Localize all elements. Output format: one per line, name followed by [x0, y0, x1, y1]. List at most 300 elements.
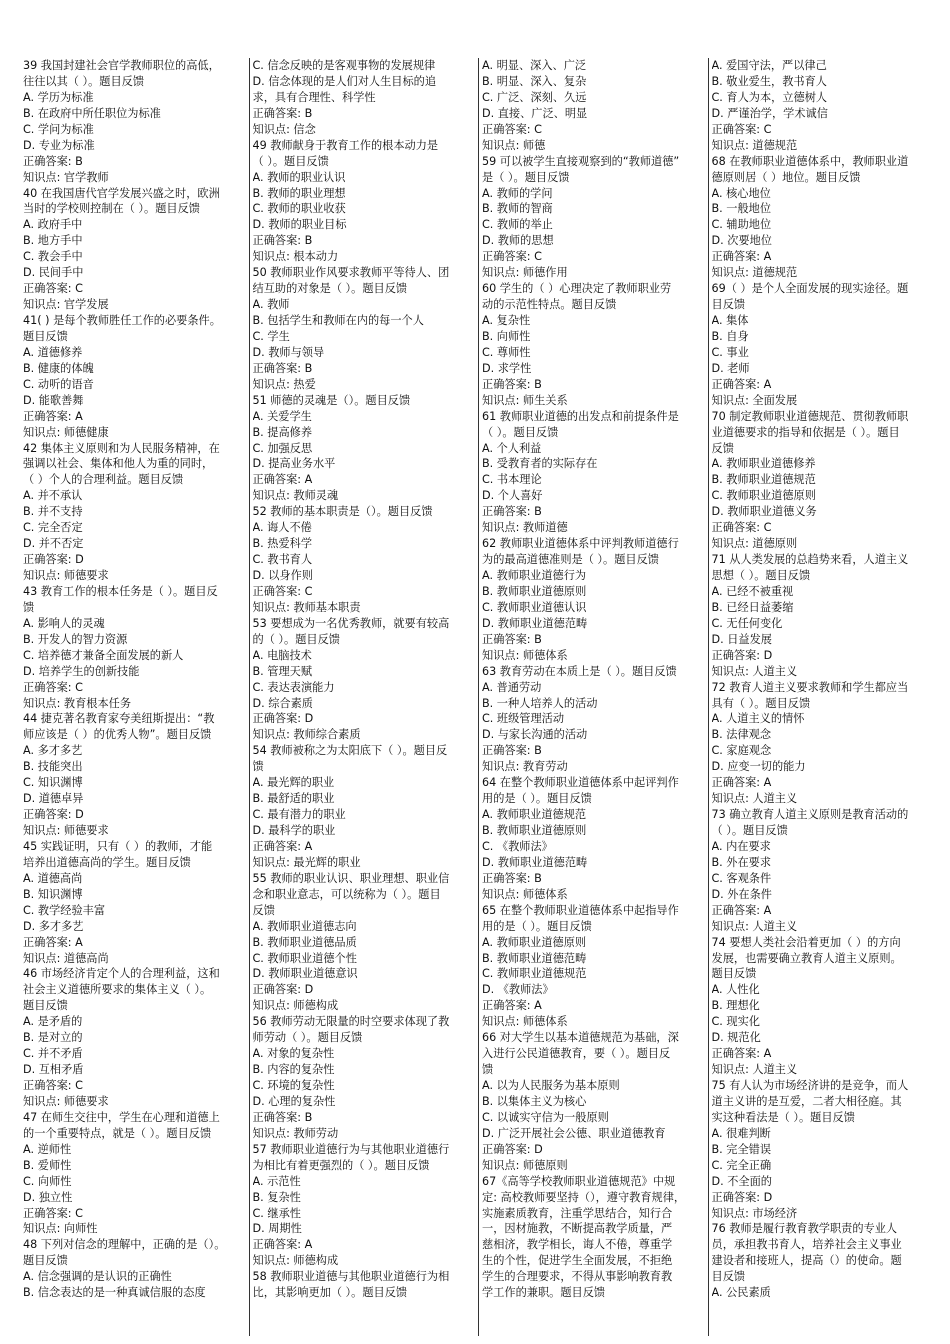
text-line: C. 完全否定: [23, 521, 83, 535]
text-line: 正确答案: A: [711, 776, 772, 790]
text-line: 知识点: 道德原则: [711, 537, 798, 551]
text-line: A. 电脑技术: [252, 648, 312, 662]
text-line: 学工作的兼职。题目反馈: [482, 1286, 606, 1300]
text-line: 56 教师劳动无限量的时空要求体现了教: [252, 1015, 450, 1029]
column-4: [709, 58, 939, 1336]
text-line: 知识点: 官学教师: [23, 170, 109, 184]
text-line: 馈: [23, 600, 35, 614]
text-line: 正确答案: D: [252, 712, 314, 726]
text-line: 正确答案: C: [482, 250, 542, 264]
text-line: D. 教师职业道德意识: [252, 967, 358, 981]
text-line: 培养出道德高尚的学生。题目反馈: [23, 855, 191, 869]
text-line: D. 日益发展: [711, 632, 772, 646]
text-line: 知识点: 师德构成: [252, 999, 339, 1013]
text-line: C. 教师职业道德个性: [252, 951, 357, 965]
text-line: A. 核心地位: [711, 186, 771, 200]
text-line: 正确答案: D: [482, 1142, 543, 1156]
text-line: C. 现实化: [711, 1015, 760, 1029]
text-line: 63 教育劳动在本质上是（ ）。题目反馈: [482, 664, 677, 678]
text-line: C. 教书育人: [252, 553, 313, 567]
column-1: [20, 58, 250, 1336]
text-line: B. 在政府中所任职位为标准: [23, 106, 161, 120]
text-line: A. 最光辉的职业: [252, 776, 335, 790]
text-line: C. 向师性: [23, 1174, 72, 1188]
text-line: D. 求学性: [482, 361, 532, 375]
text-line: 思想（ ）。题目反馈: [711, 569, 811, 582]
text-line: 道主义讲的是互爱，二者大相径庭。其: [711, 1094, 902, 1108]
text-line: D. 与家长沟通的活动: [482, 728, 588, 742]
text-line: 慈相济，教学相长，诲人不倦，尊重学: [482, 1238, 673, 1252]
text-line: 正确答案: A: [252, 1238, 313, 1252]
text-line: A. 集体: [711, 314, 749, 327]
text-line: 50 教师职业作风要求教师平等待人、团: [252, 266, 450, 280]
text-line: C. 书本理论: [482, 473, 542, 487]
text-line: 用的是（ ）。题目反馈: [482, 792, 592, 806]
text-line: A. 很难判断: [711, 1126, 771, 1140]
text-line: 正确答案: A: [482, 999, 542, 1013]
text-line: 定: 高校教师要坚持（），遵守教育规律，: [482, 1190, 686, 1204]
text-line: 66 对大学生以基本道德规范为基础，深: [482, 1031, 679, 1045]
text-line: D. 互相矛盾: [23, 1063, 84, 1077]
text-line: C. 教师的职业收获: [252, 202, 346, 216]
text-line: A. 教师职业道德修养: [711, 457, 816, 471]
text-line: 的一个重要特点，就是（ ）。题目反馈: [23, 1126, 212, 1140]
text-line: C. 广泛、深刻、久远: [482, 90, 587, 104]
text-line: C. 学问为标准: [23, 122, 94, 136]
column-2: [250, 58, 480, 1336]
text-line: 知识点: 教师道德: [482, 521, 568, 535]
text-line: B. 向师性: [482, 329, 531, 343]
text-line: A. 逆师性: [23, 1142, 72, 1156]
text-line: B. 教师职业道德规范: [711, 473, 816, 487]
text-line: 正确答案: C: [23, 1206, 83, 1220]
text-line: 知识点: 师德原则: [482, 1158, 568, 1172]
text-line: 知识点: 道德规范: [711, 138, 798, 152]
text-line: 58 教师职业道德与其他职业道德行为相: [252, 1270, 450, 1284]
text-line: D. 教师职业道德义务: [711, 505, 817, 519]
text-line: B. 是对立的: [23, 1031, 83, 1045]
text-line: A. 个人利益: [482, 441, 542, 455]
text-line: 43 教育工作的根本任务是（ ）。题目反: [23, 584, 218, 598]
text-line: 师应该是（ ）的优秀人物”。题目反馈: [23, 728, 212, 742]
text-line: 题目反馈: [711, 967, 757, 981]
text-line: C. 《教师法》: [482, 839, 553, 853]
text-line: C. 以诚实守信为一般原则: [482, 1110, 609, 1124]
text-line: D. 教师职业道德范畴: [482, 855, 588, 869]
text-line: A. 信念强调的是认识的正确性: [23, 1270, 172, 1284]
text-line: 目反馈: [711, 1270, 746, 1284]
text-line: 当时的学校则控制在（ ）。题目反馈: [23, 202, 200, 216]
text-line: A. 诲人不倦: [252, 521, 312, 535]
text-line: D. 次要地位: [711, 234, 772, 248]
text-line: B. 信念表达的是一种真诚信服的态度: [23, 1286, 206, 1300]
text-line: 65 在整个教师职业道德体系中起指导作: [482, 903, 679, 917]
text-line: 75 有人认为市场经济讲的是竞争，而人: [711, 1079, 909, 1092]
text-line: D. 以身作则: [252, 569, 313, 582]
text-line: 知识点: 根本动力: [252, 250, 339, 264]
text-line: 74 要想人类社会沿着更加（ ）的方向: [711, 935, 901, 949]
text-line: 知识点: 道德高尚: [23, 951, 109, 965]
text-line: 是（ ）。题目反馈: [482, 170, 570, 184]
text-line: A. 教师: [252, 298, 290, 312]
text-line: 建设者和接班人，提高（）的使命。题: [711, 1254, 902, 1268]
text-line: A. 示范性: [252, 1174, 301, 1188]
text-line: （ ）。题目反馈: [711, 824, 788, 837]
text-line: B. 教师职业道德原则: [482, 824, 587, 837]
text-line: B. 一种人培养人的活动: [482, 696, 598, 710]
text-line: D. 多才多艺: [23, 919, 84, 933]
text-line: 正确答案: C: [252, 584, 313, 598]
text-line: 正确答案: D: [23, 808, 84, 822]
text-line: D. 周期性: [252, 1222, 302, 1236]
text-line: 知识点: 人道主义: [711, 1063, 798, 1077]
text-line: B. 自身: [711, 329, 749, 343]
text-line: 正确答案: B: [252, 361, 313, 375]
text-line: 实这种看法是（ ）。题目反馈: [711, 1110, 855, 1124]
text-line: 71 从人类发展的总趋势来看，人道主义: [711, 553, 909, 567]
text-line: 德原则居（ ）地位。题目反馈: [711, 170, 861, 184]
text-line: C. 尊师性: [482, 345, 531, 359]
text-line: 知识点: 道德规范: [711, 266, 798, 280]
text-line: 知识点: 师德要求: [23, 1094, 109, 1108]
text-line: 比，其影响更加（ ）。题目反馈: [252, 1286, 408, 1300]
text-line: 知识点: 官学发展: [23, 298, 109, 312]
text-line: B. 并不支持: [23, 505, 83, 519]
text-line: 知识点: 信念: [252, 122, 316, 136]
text-line: B. 明显、深入、复杂: [482, 74, 587, 88]
text-line: 47 在师生交往中，学生在心理和道德上: [23, 1110, 220, 1124]
text-line: B. 教师职业道德品质: [252, 935, 357, 949]
text-line: C. 并不矛盾: [23, 1047, 83, 1061]
text-line: 正确答案: B: [482, 871, 542, 885]
text-line: B. 健康的体魄: [23, 361, 94, 375]
text-line: D. 心理的复杂性: [252, 1094, 336, 1108]
text-line: 知识点: 全面发展: [711, 393, 798, 407]
text-line: 知识点: 师德要求: [23, 824, 109, 837]
text-line: B. 教师职业道德范畴: [482, 951, 587, 965]
text-line: 知识点: 师德体系: [482, 1015, 568, 1029]
text-line: B. 爱师性: [23, 1158, 72, 1172]
text-line: D. 民间手中: [23, 266, 84, 280]
text-line: 正确答案: A: [23, 935, 83, 949]
text-line: 76 教师是履行教育教学职责的专业人: [711, 1222, 898, 1236]
text-line: A. 明显、深入、广泛: [482, 59, 587, 72]
text-line: B. 知识渊博: [23, 887, 83, 901]
text-line: 知识点: 人道主义: [711, 664, 798, 678]
text-line: C. 加强反思: [252, 441, 313, 455]
text-line: 往往以其（ ）。题目反馈: [23, 74, 145, 88]
text-line: B. 提高修养: [252, 425, 313, 439]
text-line: C. 教会手中: [23, 250, 83, 264]
text-line: 动的示范性特点。题目反馈: [482, 298, 617, 312]
text-line: 知识点: 教师劳动: [252, 1126, 339, 1140]
text-line: 正确答案: C: [711, 521, 772, 535]
text-line: B. 开发人的智力资源: [23, 632, 128, 646]
text-line: 正确答案: A: [23, 409, 83, 423]
text-line: 正确答案: B: [252, 234, 313, 248]
text-line: 知识点: 教育劳动: [482, 760, 568, 774]
text-line: 为相比有着更强烈的（ ）。题目反馈: [252, 1158, 430, 1172]
text-line: 73 确立教育人道主义原则是教育活动的: [711, 808, 909, 822]
text-line: 知识点: 师德: [482, 138, 546, 152]
text-line: 知识点: 师德构成: [252, 1254, 339, 1268]
text-line: C. 最有潜力的职业: [252, 808, 346, 822]
text-line: D. 直接、广泛、明显: [482, 106, 588, 120]
text-line: A. 复杂性: [482, 314, 531, 327]
text-line: C. 育人为本，立德树人: [711, 90, 828, 104]
text-line: 题目反馈: [23, 329, 68, 343]
text-line: 具有（ ）。题目反馈: [711, 696, 811, 710]
text-line: 知识点: 教师基本职责: [252, 600, 361, 614]
text-line: C. 继承性: [252, 1206, 301, 1220]
text-line: 正确答案: B: [482, 744, 542, 758]
text-line: D. 教师的思想: [482, 234, 554, 248]
text-line: A. 道德高尚: [23, 871, 83, 885]
text-line: 知识点: 师德体系: [482, 887, 568, 901]
text-line: D. 专业为标准: [23, 138, 95, 152]
text-line: 知识点: 教师综合素质: [252, 728, 361, 742]
text-line: B. 教师的智商: [482, 202, 553, 216]
text-line: C. 教师职业道德规范: [482, 967, 587, 981]
text-line: 实施素质教育，注重学思结合，知行合: [482, 1206, 673, 1220]
text-line: A. 教师的职业认识: [252, 170, 346, 184]
text-line: 49 教师献身于教育工作的根本动力是: [252, 138, 439, 152]
text-line: D. 教师职业道德范畴: [482, 616, 588, 630]
text-line: 正确答案: C: [23, 282, 83, 296]
text-line: A. 多才多艺: [23, 744, 83, 758]
text-line: C. 表达表演能力: [252, 680, 335, 694]
text-line: 48 下列对信念的理解中，正确的是（）。: [23, 1238, 226, 1252]
text-line: 42 集体主义原则和为人民服务精神，在: [23, 441, 220, 455]
text-line: 结互助的对象是（ ）。题目反馈: [252, 282, 408, 296]
text-line: A. 学历为标准: [23, 90, 94, 104]
text-line: 知识点: 教师灵魂: [252, 489, 339, 503]
text-line: 正确答案: B: [482, 632, 542, 646]
text-line: 学生的合理要求，不得从事影响教育教: [482, 1270, 673, 1284]
text-line: 正确答案: C: [711, 122, 772, 136]
text-line: 正确答案: B: [252, 106, 313, 120]
text-line: A. 人性化: [711, 983, 760, 997]
text-line: 正确答案: A: [711, 250, 772, 264]
text-line: 求，具有合理性、科学性: [252, 90, 376, 104]
text-line: C. 知识渊博: [23, 776, 83, 790]
text-line: D. 个人喜好: [482, 489, 543, 503]
text-line: 60 学生的（ ）心理决定了教师职业劳: [482, 282, 672, 296]
text-line: 知识点: 师生关系: [482, 393, 568, 407]
text-line: D. 最科学的职业: [252, 824, 336, 837]
text-line: A. 对象的复杂性: [252, 1047, 335, 1061]
text-line: B. 敬业爱生，教书育人: [711, 74, 827, 88]
text-line: 知识点: 市场经济: [711, 1206, 798, 1220]
text-line: 知识点: 最光辉的职业: [252, 855, 361, 869]
text-line: 61 教师职业道德的出发点和前提条件是: [482, 409, 679, 423]
text-line: B. 一般地位: [711, 202, 772, 216]
text-line: B. 完全错误: [711, 1142, 772, 1156]
text-line: 正确答案: A: [252, 839, 313, 853]
text-line: 64 在整个教师职业道德体系中起评判作: [482, 776, 679, 790]
text-line: 馈: [252, 760, 264, 774]
text-line: 44 捷克著名教育家夸美纽斯提出：“教: [23, 712, 215, 726]
text-line: 念和职业意志，可以统称为（ ）。题目: [252, 887, 441, 901]
text-line: 39 我国封建社会官学教师职位的高低，: [23, 59, 220, 72]
text-line: 72 教育人道主义要求教师和学生都应当: [711, 680, 909, 694]
text-line: D. 并不否定: [23, 537, 84, 551]
text-line: 51 师德的灵魂是（）。题目反馈: [252, 393, 411, 407]
text-line: A. 爱国守法，严以律己: [711, 59, 827, 72]
text-line: A. 并不承认: [23, 489, 83, 503]
text-line: B. 包括学生和教师在内的每一个人: [252, 314, 424, 327]
text-line: A. 教师职业道德行为: [482, 569, 587, 582]
text-line: 正确答案: A: [711, 1047, 772, 1061]
text-line: 正确答案: C: [23, 1079, 83, 1092]
text-line: 67《高等学校教师职业道德规范》中规: [482, 1174, 676, 1188]
text-line: 正确答案: A: [711, 903, 772, 917]
text-line: 馈: [482, 1063, 494, 1077]
text-line: D. 应变一切的能力: [711, 760, 806, 774]
text-line: B. 已经日益萎缩: [711, 600, 794, 614]
text-line: 正确答案: C: [23, 680, 83, 694]
text-line: D. 综合素质: [252, 696, 313, 710]
text-line: 52 教师的基本职责是（）。题目反馈: [252, 505, 433, 519]
text-line: D. 外在条件: [711, 887, 772, 901]
document-page: [20, 58, 938, 1336]
text-line: A. 教师职业道德志向: [252, 919, 357, 933]
text-line: 员，承担教书育人，培养社会主义事业: [711, 1238, 902, 1252]
text-line: C. 信念反映的是客观事物的发展规律: [252, 59, 436, 72]
text-line: 59 可以被学生直接观察到的“教师道德”: [482, 154, 680, 168]
text-line: B. 管理天赋: [252, 664, 313, 678]
text-line: A. 关爱学生: [252, 409, 312, 423]
text-line: C. 教师职业道德认识: [482, 600, 587, 614]
text-line: 知识点: 师德健康: [23, 425, 109, 439]
text-line: 40 在我国唐代官学发展兴盛之时，欧洲: [23, 186, 220, 200]
text-line: 53 要想成为一名优秀教师，就要有较高: [252, 616, 450, 630]
text-line: 社会主义道德所要求的集体主义（ ）。: [23, 983, 212, 997]
text-line: C. 培养德才兼备全面发展的新人: [23, 648, 184, 662]
text-line: 反馈: [252, 903, 275, 917]
text-line: 知识点: 师德体系: [482, 648, 568, 662]
column-3: [479, 58, 709, 1336]
text-line: C. 环境的复杂性: [252, 1079, 335, 1092]
text-line: （ ）个人的合理利益。题目反馈: [23, 473, 184, 487]
text-line: D. 道德卓异: [23, 792, 84, 806]
text-line: C. 无任何变化: [711, 616, 783, 630]
text-line: B. 以集体主义为核心: [482, 1094, 587, 1108]
text-line: B. 最舒适的职业: [252, 792, 335, 806]
text-line: D. 信念体现的是人们对人生目标的追: [252, 74, 437, 88]
text-line: C. 家庭观念: [711, 744, 772, 758]
text-line: B. 外在要求: [711, 855, 772, 869]
text-line: B. 热爱科学: [252, 537, 313, 551]
text-line: A. 以为人民服务为基本原则: [482, 1079, 620, 1092]
text-line: 题目反馈: [23, 999, 68, 1013]
text-line: 57 教师职业道德行为与其他职业道德行: [252, 1142, 450, 1156]
text-line: D. 独立性: [23, 1190, 73, 1204]
text-line: 知识点: 教育根本任务: [23, 696, 132, 710]
text-line: 的（ ）。题目反馈: [252, 632, 340, 646]
text-line: 发展，也需要确立教育人道主义原则。: [711, 951, 902, 965]
text-line: D. 提高业务水平: [252, 457, 336, 471]
text-line: D. 《教师法》: [482, 983, 554, 997]
text-line: D. 能歌善舞: [23, 393, 84, 407]
text-line: 46 市场经济肯定个人的合理利益，这和: [23, 967, 220, 981]
text-line: 知识点: 向师性: [23, 1222, 98, 1236]
text-line: A. 普通劳动: [482, 680, 542, 694]
text-line: 正确答案: B: [482, 377, 542, 391]
text-line: 正确答案: C: [482, 122, 542, 136]
text-line: B. 法律观念: [711, 728, 772, 742]
text-line: C. 动听的语音: [23, 377, 94, 391]
text-line: 为的最高道德准则是（ ）。题目反馈: [482, 553, 659, 567]
text-line: A. 内在要求: [711, 839, 771, 853]
text-line: 知识点: 人道主义: [711, 792, 798, 806]
text-line: 生的个性，促进学生全面发展，不拒绝: [482, 1254, 673, 1268]
text-line: 知识点: 人道主义: [711, 919, 798, 933]
text-line: C. 完全正确: [711, 1158, 772, 1172]
text-line: A. 教师职业道德原则: [482, 935, 587, 949]
text-line: D. 教师的职业目标: [252, 218, 347, 232]
text-line: 正确答案: D: [711, 1190, 773, 1204]
text-line: A. 已经不被重视: [711, 584, 794, 598]
text-line: 知识点: 热爱: [252, 377, 316, 391]
text-line: 正确答案: B: [482, 505, 542, 519]
text-line: B. 受教育者的实际存在: [482, 457, 598, 471]
text-line: C. 教师职业道德原则: [711, 489, 816, 503]
text-line: B. 教师的职业理想: [252, 186, 346, 200]
text-line: 41( ) 是每个教师胜任工作的必要条件。: [23, 314, 221, 327]
text-line: 正确答案: B: [252, 1110, 313, 1124]
text-line: 62 教师职业道德体系中评判教师道德行: [482, 537, 679, 551]
text-line: 正确答案: A: [711, 377, 772, 391]
text-line: C. 客观条件: [711, 871, 772, 885]
text-line: D. 不全面的: [711, 1174, 772, 1188]
text-line: A. 道德修养: [23, 345, 83, 359]
text-line: （ ）。题目反馈: [482, 425, 559, 439]
text-line: D. 教师与领导: [252, 345, 325, 359]
text-line: 68 在教师职业道德体系中，教师职业道: [711, 154, 909, 168]
text-line: C. 教师的举止: [482, 218, 553, 232]
text-line: B. 教师职业道德原则: [482, 584, 587, 598]
text-line: A. 人道主义的情怀: [711, 712, 805, 726]
text-line: A. 政府手中: [23, 218, 83, 232]
text-line: 一，因材施教，不断提高教学质量，严: [482, 1222, 673, 1236]
text-line: B. 地方手中: [23, 234, 83, 248]
text-line: 入进行公民道德教育，要（ ）。题目反: [482, 1047, 671, 1061]
text-line: A. 是矛盾的: [23, 1015, 83, 1029]
text-line: B. 复杂性: [252, 1190, 301, 1204]
text-line: A. 影响人的灵魂: [23, 616, 105, 630]
text-line: 70 制定教师职业道德规范、贯彻教师职: [711, 409, 909, 423]
text-line: 用的是（ ）。题目反馈: [482, 919, 592, 933]
text-line: C. 事业: [711, 345, 749, 359]
text-line: D. 规范化: [711, 1031, 761, 1045]
text-line: 题目反馈: [23, 1254, 68, 1268]
text-line: 正确答案: D: [23, 553, 84, 567]
text-line: C. 学生: [252, 329, 290, 343]
text-line: 69（ ）是个人全面发展的现实途径。题: [711, 282, 909, 296]
text-line: 正确答案: D: [252, 983, 314, 997]
text-line: 强调以社会、集体和他人为重的同时，: [23, 457, 214, 471]
text-line: D. 老师: [711, 361, 750, 375]
text-line: C. 班级管理活动: [482, 712, 565, 726]
text-line: D. 培养学生的创新技能: [23, 664, 140, 678]
text-line: 反馈: [711, 441, 734, 455]
text-line: 54 教师被称之为太阳底下（ ）。题目反: [252, 744, 448, 758]
text-line: D. 广泛开展社会公德、职业道德教育: [482, 1126, 666, 1140]
text-line: B. 内容的复杂性: [252, 1063, 335, 1077]
text-line: 目反馈: [711, 298, 746, 312]
text-line: A. 公民素质: [711, 1286, 771, 1300]
